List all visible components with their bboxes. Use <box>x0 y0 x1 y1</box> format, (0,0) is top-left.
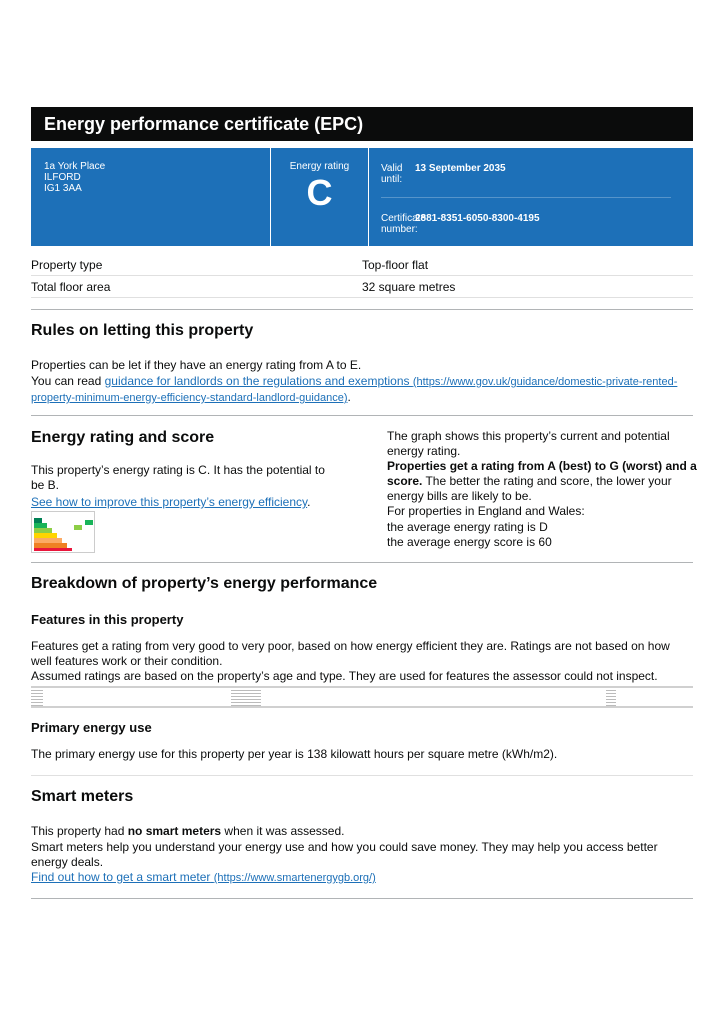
breakdown-heading: Breakdown of property’s energy performance <box>31 575 378 592</box>
smart-meters-info: Smart meters help you understand your energy use and how you could save money. They may help you access better energy deals. <box>31 840 658 869</box>
rules-suffix: . <box>347 390 351 404</box>
smart-meter-link-row <box>31 870 376 886</box>
page-title-bar <box>31 107 693 141</box>
features-table <box>31 686 693 708</box>
primary-energy-paragraph: The primary energy use for this property per year is 138 kilowatt hours per square metre (kWh/m2). <box>31 747 558 761</box>
energy-heading: Energy rating and score <box>31 429 215 446</box>
valid-label: Valid until: <box>381 163 403 185</box>
epc-graph <box>31 511 95 553</box>
page-title: Energy performance certificate (EPC) <box>44 114 364 134</box>
divider <box>31 297 693 298</box>
primary-energy-heading: Primary energy use <box>31 720 152 735</box>
smart-meter-link[interactable]: Find out how to get a smart meter (https://www.smartenergygb.org/) <box>31 870 376 884</box>
smart-meters-paragraph: This property had no smart meters when it was assessed. <box>31 824 345 838</box>
floor-area-label: Total floor area <box>31 280 111 294</box>
address-line1: 1a York Place <box>44 161 106 172</box>
average-score-text: the average energy score is 60 <box>387 535 552 549</box>
valid-date: 13 September 2035 <box>415 163 506 174</box>
rating-explanation: Properties get a rating from A (best) to G (worst) and a score. The better the rating and score, the lower your energy bills are likely to be. <box>387 459 697 503</box>
guidance-link-url[interactable]: property-minimum-energy-efficiency-standard-landlord-guidance) <box>31 392 348 404</box>
section-divider <box>31 309 693 310</box>
divider <box>381 197 671 198</box>
energy-paragraph: This property’s energy rating is C. It has the potential to be B. <box>31 463 325 492</box>
section-divider <box>31 562 693 563</box>
certificate-number: 2881-8351-6050-8300-4195 <box>415 213 540 224</box>
address-panel <box>31 148 270 246</box>
property-type-value: Top-floor flat <box>362 258 429 272</box>
smart-meters-heading: Smart meters <box>31 788 134 805</box>
band-g <box>34 548 72 551</box>
address-line3: IG1 3AA <box>44 183 82 194</box>
section-divider <box>31 898 693 899</box>
potential-rating-marker <box>85 520 93 525</box>
rules-guidance-paragraph <box>31 374 701 406</box>
rules-heading: Rules on letting this property <box>31 322 254 339</box>
improve-paragraph: See how to improve this property’s energy efficiency. <box>31 495 311 509</box>
rating-panel <box>271 148 368 246</box>
assumed-paragraph: Assumed ratings are based on the property’s age and type. They are used for features the assessor could not inspect. <box>31 669 658 683</box>
current-rating-marker <box>74 525 82 530</box>
rules-prefix: You can read <box>31 374 105 388</box>
improve-link[interactable]: See how to improve this property’s energy efficiency <box>31 495 308 509</box>
divider <box>31 275 693 276</box>
divider <box>31 775 693 776</box>
average-rating-text: the average energy rating is D <box>387 520 548 534</box>
section-divider <box>31 415 693 416</box>
rating-label: Energy rating <box>289 161 350 172</box>
graph-explanation: The graph shows this property’s current and potential energy rating. <box>387 429 670 458</box>
property-type-label: Property type <box>31 258 103 272</box>
features-paragraph: Features get a rating from very good to very poor, based on how energy efficient they are. Ratings are not based on how well features work or their condition. <box>31 639 670 668</box>
address-line2: ILFORD <box>44 172 81 183</box>
certificate-label: Certificate number: <box>381 213 427 235</box>
guidance-link[interactable]: guidance for landlords on the regulations and exemptions (https://www.gov.uk/guidance/domestic-private-rented- <box>104 374 678 388</box>
features-heading: Features in this property <box>31 612 184 627</box>
rating-letter: C <box>306 172 333 213</box>
rules-paragraph: Properties can be let if they have an energy rating from A to E. <box>31 358 362 372</box>
validity-panel <box>369 148 693 246</box>
england-wales-text: For properties in England and Wales: <box>387 504 585 518</box>
floor-area-value: 32 square metres <box>362 280 456 294</box>
